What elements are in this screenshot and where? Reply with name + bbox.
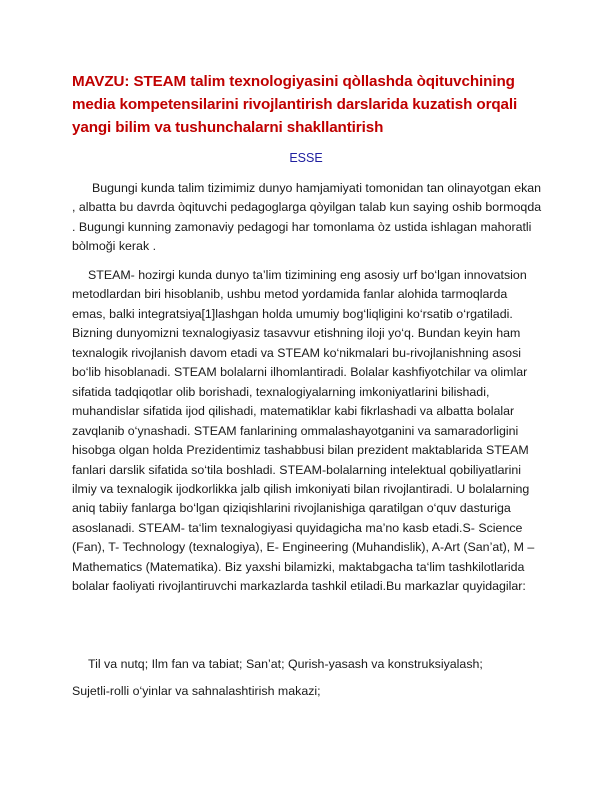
- essay-subtitle: ESSE: [289, 151, 323, 165]
- essay-title: MAVZU: STEAM talim texnologiyasini qòllashda òqituvchining media kompetensilarini rivojlantirish darslarida kuzatish orqali yangi bilim va tushunchalarni shakllantirish: [72, 73, 518, 136]
- paragraph: Bugungi kunda talim tizimimiz dunyo hamjamiyati tomonidan tan olinayotgan ekan , albatta bu davrda òqituvchi pedagoglarga qòyilgan talab kun saying oshib bormoqda . Bugungi kunning zamonaviy pedagogi har tomonlama òz ustida ishlagan mahoratli bòlmoği kerak .: [72, 181, 542, 254]
- paragraph: Sujetli-rolli o‘yinlar va sahnalashtirish makazi;: [72, 684, 321, 698]
- paragraph: Til va nutq; Ilm fan va tabiat; San’at; Qurish-yasash va konstruksiyalash;: [88, 657, 483, 671]
- paragraph: STEAM- hozirgi kunda dunyo ta’lim tizimining eng asosiy urf bo‘lgan innovatsion metodlardan biri hisoblanib, ushbu metod yordamida fanlar alohida tarmoqlarda emas, balki integratsiya[1]lashgan holda umumiy bog‘liqligini ko‘rsatib o‘rgatiladi. Bizning dunyomizni texnalogiyasiz tasavvur etishning iloji yo‘q. Bundan keyin ham texnalogik rivojlanish davom etadi va STEAM ko‘nikmalari bu-rivojlanishning asosi bo‘lib hisoblanadi. STEAM bolalarni ilhomlantiradi. Bolalar kashfiyotchilar va olimlar sifatida tadqiqotlar olib borishadi, texnalogiyalarning imkoniyatlarini bilishadi, muhandislar sifatida ijod qilishadi, matematiklar kabi fikrlashadi va albatta bolalar zavqlanib o‘ynashadi. STEAM fanlarining ommalashayotganini va samaradorligini hisobga olgan holda Prezidentimiz tashabbusi bilan prezident maktablarida STEAM fanlari darslik sifatida so‘tila boshladi. STEAM-bolalarning intelektual qobiliyatlarini ilmiy va texnalogik ijodkorlikka jalb qilish imkoniyati bilan rivojlantiradi. U bolalarning aniq tabiiy fanlarga bo‘lgan qiziqishlarini rivojlanishiga qaratilgan o‘quv dasturiga asoslanadi. STEAM- ta‘lim texnalogiyasi quyidagicha ma’no kasb etadi.S- Science (Fan), T- Technology (texnalogiya), E- Engineering (Muhandislik), A-Art (San’at), M – Mathematics (Matematika). Biz yaxshi bilamizki, maktabgacha ta‘lim tashkilotlarida bolalar faoliyati rivojlantiruvchi markazlarda tashkil etiladi.Bu markazlar quyidagilar:: [72, 268, 535, 594]
